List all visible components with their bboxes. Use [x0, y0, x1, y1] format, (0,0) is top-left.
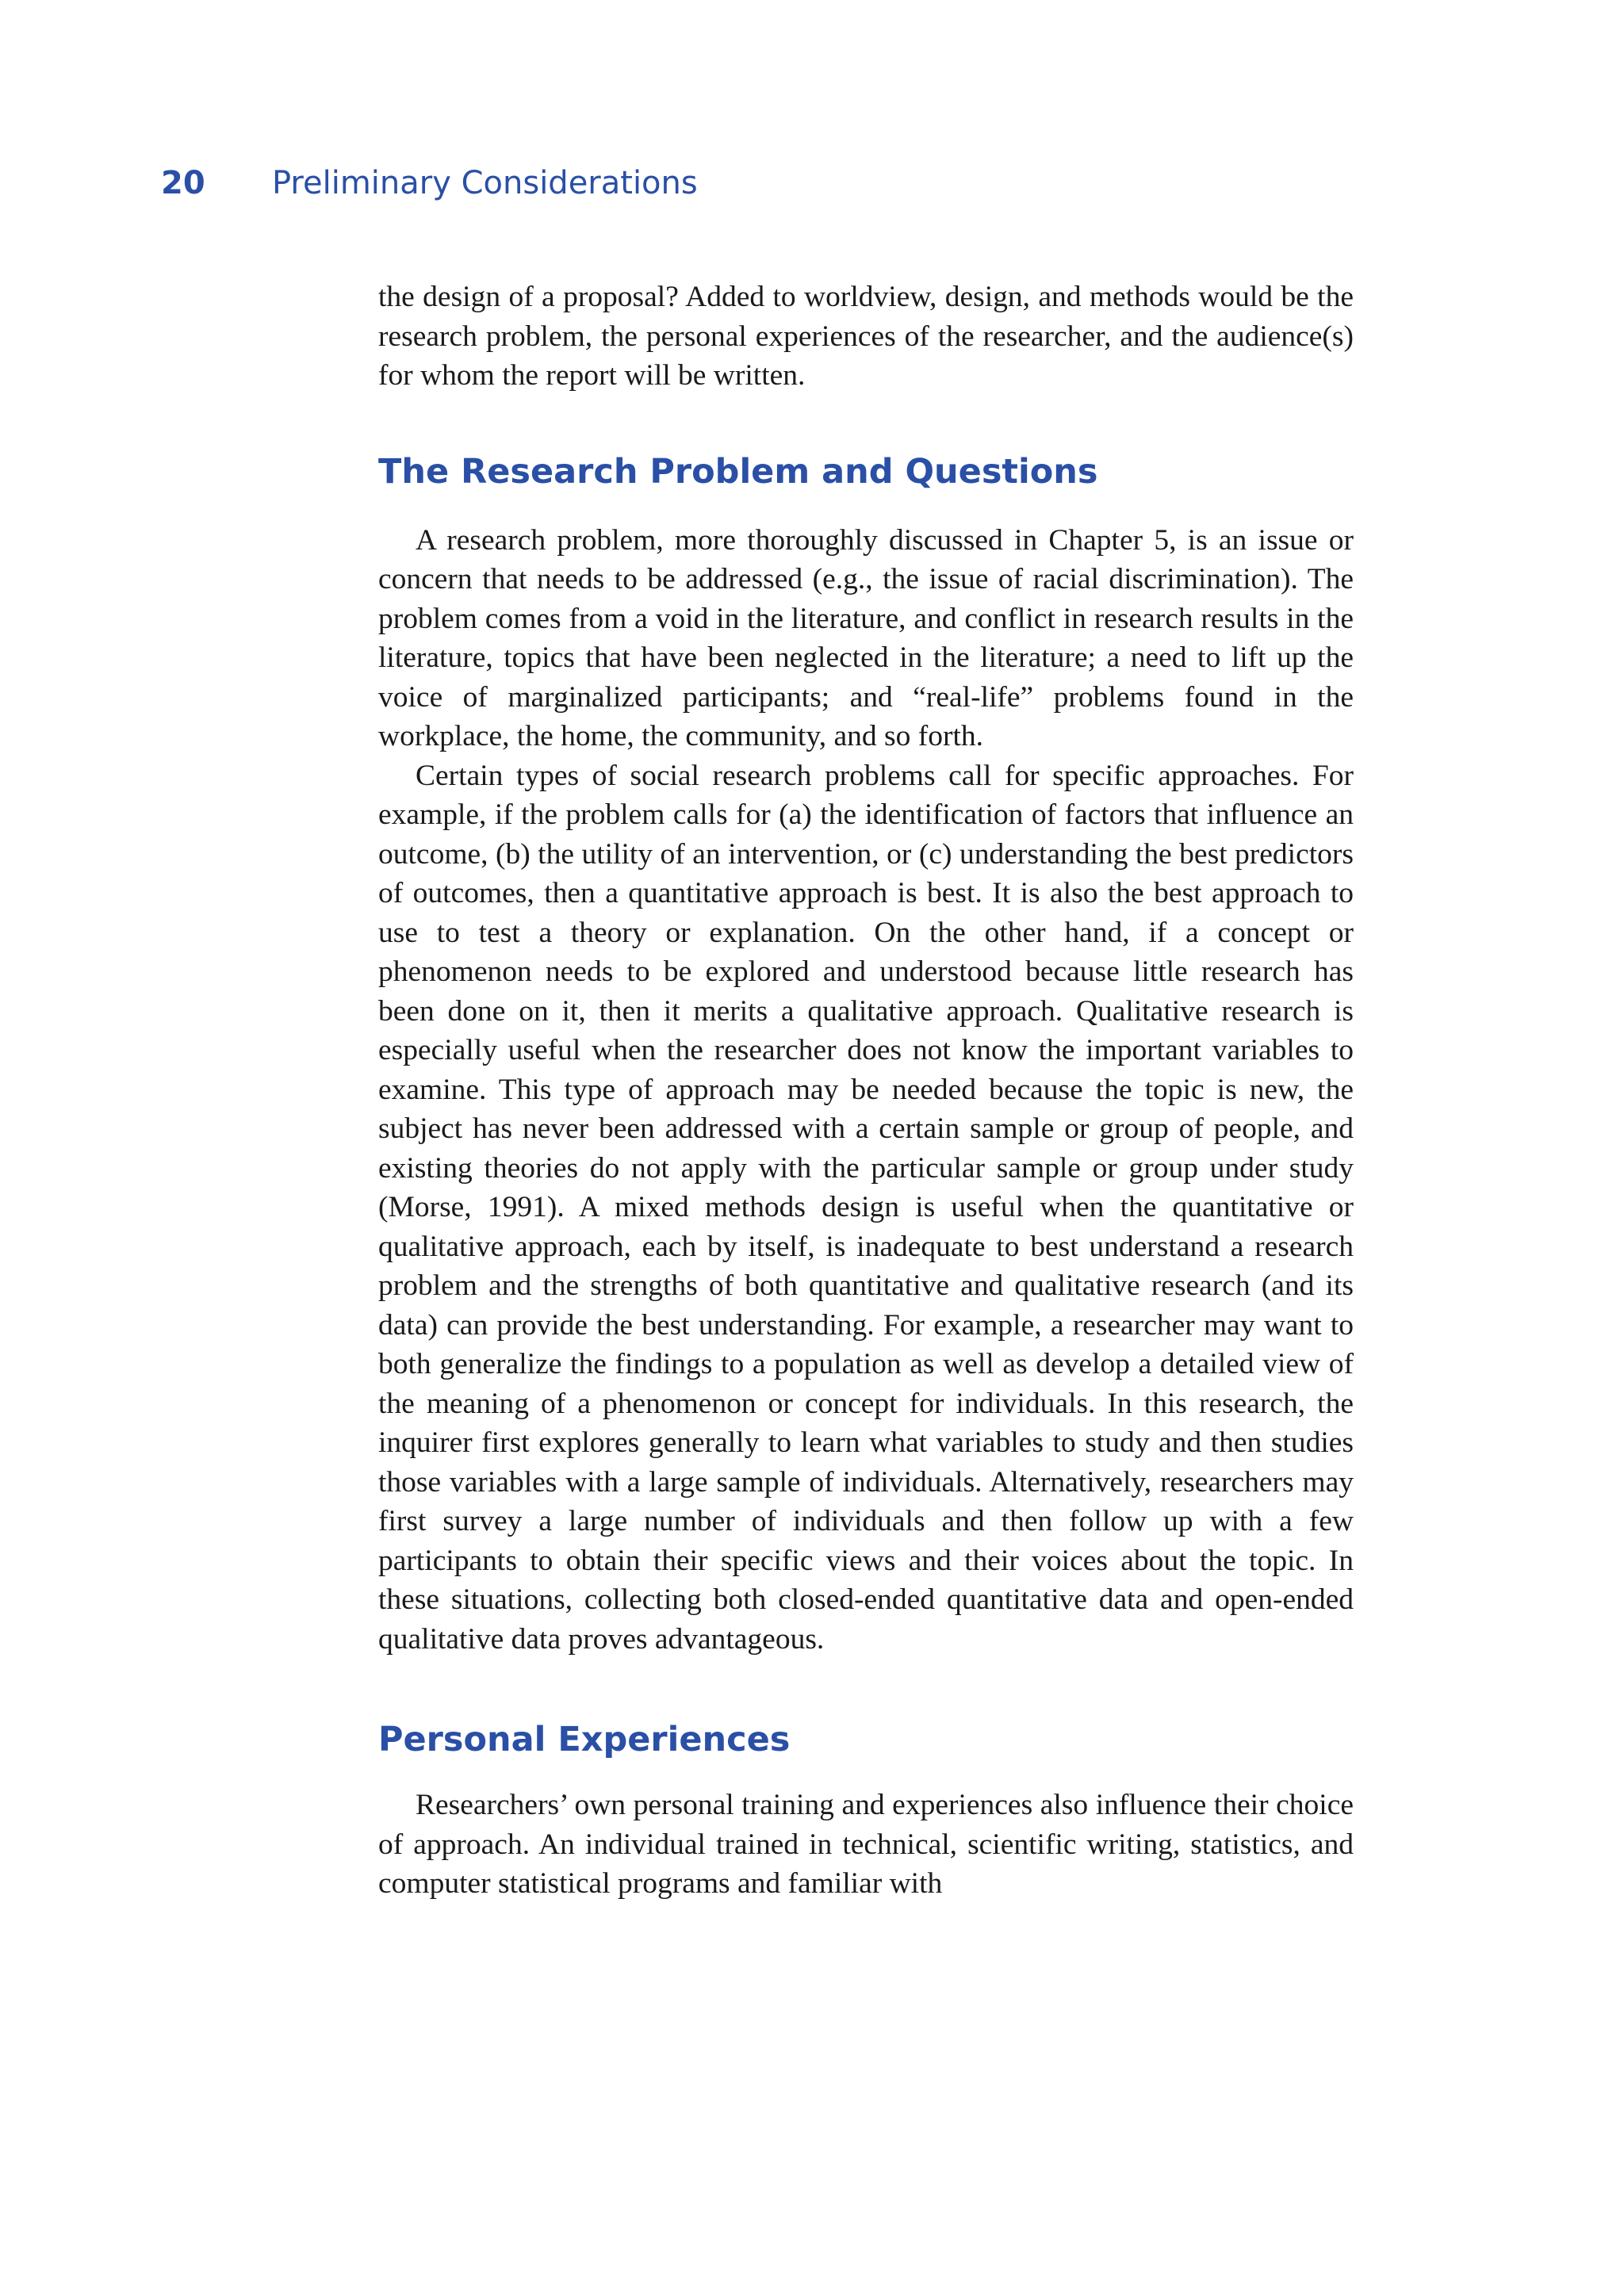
- running-head: [161, 165, 698, 212]
- page-body: [378, 278, 1354, 1904]
- section-heading-research-problem: The Research Problem and Questions: [378, 451, 1098, 492]
- page-number: 20: [161, 165, 205, 201]
- running-head-title: Preliminary Considerations: [272, 165, 698, 201]
- paragraph-research-problem-definition: A research problem, more thoroughly discussed in Chapter 5, is an issue or concern that needs to be addressed (e.g., the issue of racial discrimination). The problem comes from a void in the literature, and conflict in research results in the literature, topics that have been neglected in the literature; a need to lift up the voice of marginalized participants; and “real-life” problems found in the workplace, the home, the community, and so forth.: [378, 523, 1354, 752]
- paragraph-personal-experiences: Researchers’ own personal training and experiences also influence their choice of approach. An individual trained in technical, scientific writing, statistics, and computer statistical programs and familiar with: [378, 1789, 1354, 1900]
- intro-paragraph: the design of a proposal? Added to worldview, design, and methods would be the research problem, the personal experiences of the researcher, and the audience(s) for whom the report will be written.: [378, 281, 1354, 392]
- section-heading-personal-experiences: Personal Experiences: [378, 1720, 791, 1759]
- paragraph-research-approaches: Certain types of social research problems call for specific approaches. For example, if the problem calls for (a) the identification of factors that influence an outcome, (b) the utility of an intervention, or (c) understanding the best predictors of outcomes, then a quantitative approach is best. It is also the best approach to use to test a theory or explanation. On the other hand, if a concept or phenomenon needs to be explored and understood because little research has been done on it, then it merits a qualitative approach. Qualitative research is especially useful when the researcher does not know the important variables to examine. This type of approach may be needed because the topic is new, the subject has never been addressed with a certain sample or group of people, and existing theories do not apply with the particular sample or group under study (Morse, 1991). A mixed methods design is useful when the quantitative or qualitative approach, each by itself, is inadequate to best understand a research problem and the strengths of both quantitative and qualitative research (and its data) can provide the best understanding. For example, a researcher may want to both generalize the findings to a population as well as develop a detailed view of the meaning of a phenomenon or concept for individuals. In this research, the inquirer first explores generally to learn what variables to study and then studies those variables with a large sample of individuals. Alternatively, researchers may first survey a large number of individuals and then follow up with a few participants to obtain their specific views and their voices about the topic. In these situations, collecting both closed-ended quantitative data and open-ended qualitative data proves advantageous.: [378, 759, 1354, 1656]
